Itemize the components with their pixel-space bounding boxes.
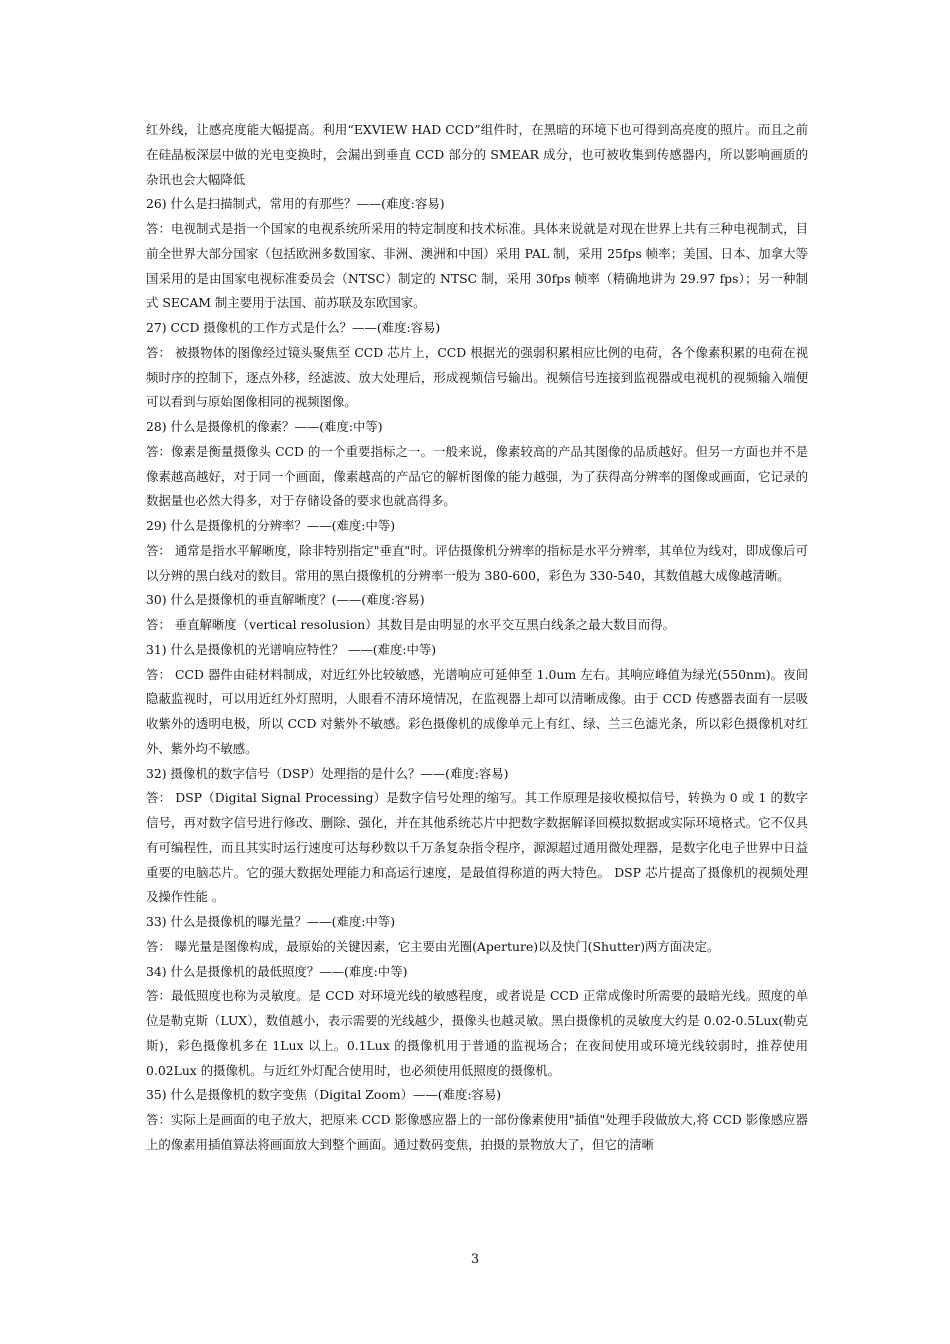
question-heading: 33) 什么是摄像机的曝光量？——(难度:中等)	[146, 914, 396, 929]
answer-paragraph: 答： 垂直解晰度（vertical resolusion）其数目是由明显的水平交互黑白线条之最大数目而得。	[146, 617, 676, 632]
question-heading: 27) CCD 摄像机的工作方式是什么？——(难度:容易)	[146, 320, 441, 335]
question-heading: 28) 什么是摄像机的像素？——(难度:中等)	[146, 419, 383, 434]
answer-paragraph: 答： 被摄物体的图像经过镜头聚焦至 CCD 芯片上，CCD 根据光的强弱积累相应比例的电荷，各个像素积累的电荷在视频时序的控制下，逐点外移，经滤波、放大处理后，形成视频信号输出。视频信号连接到监视器或电视机的视频输入端便可以看到与原始图像相同的视频图像。	[146, 344, 808, 410]
answer-paragraph: 答： DSP（Digital Signal Processing）是数字信号处理的缩写。其工作原理是接收模拟信号，转换为 0 或 1 的数字信号，再对数字信号进行修改、删除、强化，并在其他系统芯片中把数字数据解译回模拟数据或实际环境格式。它不仅具有可编程性，而且其实时运行速度可达每秒数以千万条复杂指令程序，源源超过通用微处理器，是数字化电子世界中日益重要的电脑芯片。它的强大数据处理能力和高运行速度，是最值得称道的两大特色。 DSP 芯片提高了摄像机的视频处理及操作性能 。	[146, 790, 808, 905]
question-heading: 26) 什么是扫描制式，常用的有那些？——(难度:容易)	[146, 196, 445, 212]
question-heading: 30) 什么是摄像机的垂直解晰度？(——(难度:容易)	[146, 592, 425, 608]
answer-paragraph: 答： 曝光量是图像构成，最原始的关键因素，它主要由光圈(Aperture)以及快门(Shutter)两方面决定。	[146, 938, 720, 954]
answer-paragraph: 答： 通常是指水平解晰度，除非特别指定"垂直"时。评估摄像机分辨率的指标是水平分辨率，其单位为线对，即成像后可以分辨的黑白线对的数目。常用的黑白摄像机的分辨率一般为 380-600，彩色为 330-540，其数值越大成像越清晰。	[146, 542, 808, 583]
question-heading: 34) 什么是摄像机的最低照度？——(难度:中等)	[146, 963, 408, 979]
answer-paragraph: 红外线，让感亮度能大幅提高。利用“EXVIEW HAD CCD”组件时，在黑暗的环境下也可得到高亮度的照片。而且之前在硅晶板深层中做的光电变换时，会漏出到垂直 CCD 部分的 SMEAR 成分，也可被收集到传感器内，所以影响画质的杂讯也会大幅降低	[146, 122, 808, 187]
question-heading: 29) 什么是摄像机的分辨率？——(难度:中等)	[146, 518, 396, 533]
question-heading: 32) 摄像机的数字信号（DSP）处理指的是什么？——(难度:容易)	[146, 765, 509, 781]
answer-paragraph: 答： CCD 器件由硅材料制成，对近红外比较敏感，光谱响应可延伸至 1.0um 左右。其响应峰值为绿光(550nm)。夜间隐蔽监视时，可以用近红外灯照明，人眼看不清环境情况，在监视器上却可以清晰成像。由于 CCD 传感器表面有一层吸收紫外的透明电极，所以 CCD 对紫外不敏感。彩色摄像机的成像单元上有红、绿、兰三色滤光条，所以彩色摄像机对红外、紫外均不敏感。	[146, 666, 808, 756]
answer-paragraph: 答：最低照度也称为灵敏度。是 CCD 对环境光线的敏感程度，或者说是 CCD 正常成像时所需要的最暗光线。照度的单位是勒克斯（LUX），数值越小，表示需要的光线越少，摄像头也越灵敏。黑白摄像机的灵敏度大约是 0.02-0.5Lux(勒克斯)，彩色摄像机多在 1Lux 以上。0.1Lux 的摄像机用于普通的监视场合；在夜间使用或环境光线较弱时，推荐使用 0.02Lux 的摄像机。与近红外灯配合使用时，也必须使用低照度的摄像机。	[146, 988, 808, 1078]
answer-paragraph: 答：实际上是画面的电子放大，把原来 CCD 影像感应器上的一部份像素使用"插值"处理手段做放大,将 CCD 影像感应器上的像素用插值算法将画面放大到整个画面。通过数码变焦，拍摄的景物放大了，但它的清晰	[146, 1112, 808, 1152]
answer-paragraph: 答：电视制式是指一个国家的电视系统所采用的特定制度和技术标准。具体来说就是对现在世界上共有三种电视制式，目前全世界大部分国家（包括欧洲多数国家、非洲、澳洲和中国）采用 PAL 制，采用 25fps 帧率；美国、日本、加拿大等国采用的是由国家电视标准委员会（NTSC）制定的 NTSC 制，采用 30fps 帧率（精确地讲为 29.97 fps）；另一种制式 SECAM 制主要用于法国、前苏联及东欧国家。	[146, 221, 808, 311]
question-heading: 35) 什么是摄像机的数字变焦（Digital Zoom）——(难度:容易)	[146, 1087, 502, 1103]
answer-paragraph: 答：像素是衡量摄像头 CCD 的一个重要指标之一。一般来说，像素较高的产品其图像的品质越好。但另一方面也并不是像素越高越好，对于同一个画面，像素越高的产品它的解析图像的能力越强，为了获得高分辨率的图像或画面，它记录的数据量也必然大得多，对于存储设备的要求也就高得多。	[146, 443, 808, 509]
page-number: 3	[470, 1252, 480, 1267]
question-heading: 31) 什么是摄像机的光谱响应特性？ ——(难度:中等)	[146, 641, 437, 657]
document-body	[146, 118, 808, 1158]
